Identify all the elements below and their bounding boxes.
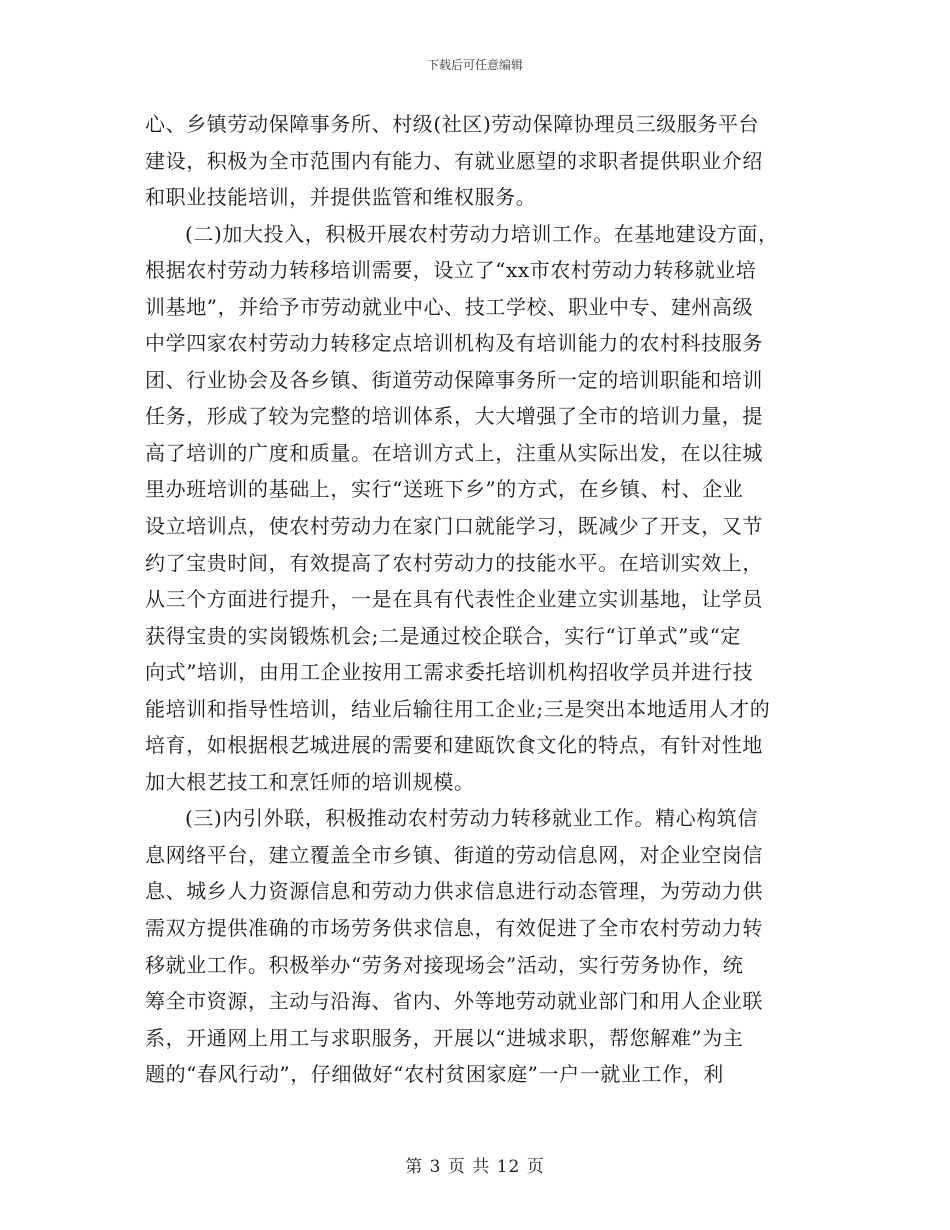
text-line: 移就业工作。积极举办“劳务对接现场会”活动，实行劳务协作，统 bbox=[145, 952, 744, 977]
text-line: 加大根艺技工和烹饪师的培训规模。 bbox=[145, 769, 475, 794]
text-line: 训基地”，并给予市劳动就业中心、技工学校、职业中专、建州高级 bbox=[145, 294, 754, 319]
text-line: 心、乡镇劳动保障事务所、村级(社区)劳动保障协理员三级服务平台 bbox=[145, 112, 760, 136]
text-line: 建设，积极为全市范围内有能力、有就业愿望的求职者提供职业介绍 bbox=[145, 148, 763, 173]
text-line: 题的“春风行动”，仔细做好“农村贫困家庭”一户一就业工作，利 bbox=[145, 1062, 724, 1087]
paragraph-first-line: (二)加大投入，积极开展农村劳动力培训工作。在基地建设方面， bbox=[185, 221, 779, 246]
text-line: 和职业技能培训，并提供监管和维权服务。 bbox=[145, 185, 537, 210]
text-line: 筹全市资源，主动与沿海、省内、外等地劳动就业部门和用人企业联 bbox=[145, 989, 763, 1014]
text-line: 息、城乡人力资源信息和劳动力供求信息进行动态管理，为劳动力供 bbox=[145, 879, 763, 904]
text-line: 培育，如根据根艺城进展的需要和建瓯饮食文化的特点，有针对性地 bbox=[145, 733, 763, 758]
text-line: 根据农村劳动力转移培训需要，设立了“xx市农村劳动力转移就业培 bbox=[145, 258, 757, 283]
text-line: 获得宝贵的实岗锻炼机会;二是通过校企联合，实行“订单式”或“定 bbox=[145, 623, 742, 648]
document-body bbox=[145, 106, 805, 1093]
paragraph-first-line: (三)内引外联，积极推动农村劳动力转移就业工作。精心构筑信 bbox=[185, 806, 759, 831]
text-line: 向式”培训，由用工企业按用工需求委托培训机构招收学员并进行技 bbox=[145, 660, 754, 685]
page-number-footer: 第 3 页 共 12 页 bbox=[405, 1157, 545, 1177]
text-line: 团、行业协会及各乡镇、街道劳动保障事务所一定的培训职能和培训 bbox=[145, 367, 763, 392]
text-line: 设立培训点，使农村劳动力在家门口就能学习，既减少了开支，又节 bbox=[145, 514, 763, 539]
text-line: 从三个方面进行提升，一是在具有代表性企业建立实训基地，让学员 bbox=[145, 587, 763, 612]
header-note: 下载后可任意编辑 bbox=[426, 58, 523, 72]
text-line: 系，开通网上用工与求职服务，开展以“进城求职，帮您解难”为主 bbox=[145, 1025, 744, 1050]
text-line: 里办班培训的基础上，实行“送班下乡”的方式，在乡镇、村、企业 bbox=[145, 477, 744, 502]
text-line: 约了宝贵时间，有效提高了农村劳动力的技能水平。在培训实效上， bbox=[145, 550, 763, 575]
text-line: 能培训和指导性培训，结业后输往用工企业;三是突出本地适用人才的 bbox=[145, 696, 771, 721]
text-line: 高了培训的广度和质量。在培训方式上，注重从实际出发，在以往城 bbox=[145, 440, 763, 465]
text-line: 任务，形成了较为完整的培训体系，大大增强了全市的培训力量，提 bbox=[145, 404, 763, 429]
text-line: 息网络平台，建立覆盖全市乡镇、街道的劳动信息网，对企业空岗信 bbox=[145, 842, 763, 867]
text-line: 需双方提供准确的市场劳务供求信息，有效促进了全市农村劳动力转 bbox=[145, 916, 763, 941]
text-line: 中学四家农村劳动力转移定点培训机构及有培训能力的农村科技服务 bbox=[145, 331, 763, 356]
